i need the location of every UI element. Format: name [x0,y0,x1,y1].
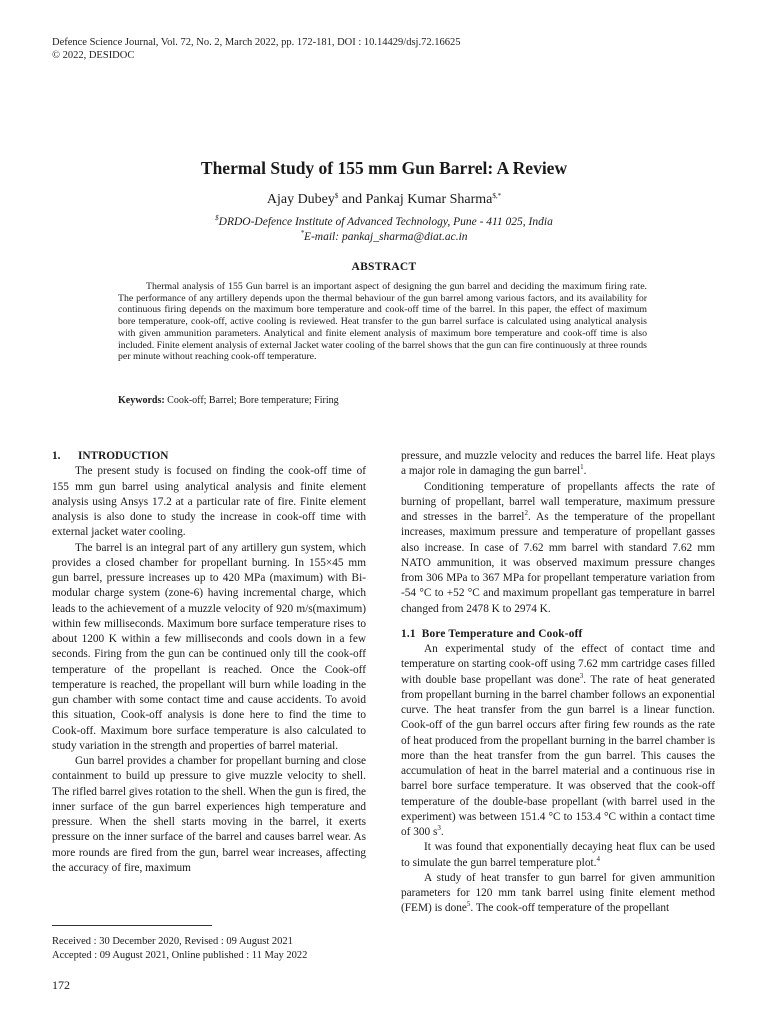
author-joiner: and [338,192,366,207]
keywords-label: Keywords: [118,395,165,406]
right-column [401,449,715,917]
author-name: Ajay Dubey [266,192,335,207]
subsection-number: 1.1 [401,627,416,640]
received-line: Received : 30 December 2020, Revised : 09 August 2021 [52,936,293,947]
paragraph-text: . The rate of heat generated from propellant burning in the barrel chamber follows an exponential curve. The heat transfer from the gun barrel is a linear function. Cook-off of the gun barrel occurs after firing few rounds as the rate of heat produced from the propellant burning in the barrel chamber is more than the heat transfer from the gun barrel. This causes the accumulation of heat in the barrel material and a continuous rise in barrel bore surface temperature. It was observed that the cook-off temperature of the double-base propellant (with barrel used in the experiment) was between 151.4 °C to 153.4 °C within a contact time of 300 s [401,673,715,838]
abstract-heading: ABSTRACT [351,261,417,273]
email-mark: * [300,229,304,237]
received-block [52,935,307,963]
citation-ref: 1 [580,463,584,472]
journal-citation: Defence Science Journal, Vol. 72, No. 2, March 2022, pp. 172-181, DOI : 10.14429/dsj.72.16625 [52,37,461,48]
paragraph-text: . The cook-off temperature of the propellant [470,902,670,915]
section-gap [401,617,715,627]
citation-ref: 2 [524,509,528,517]
page-number: 172 [52,978,70,992]
paragraph: The present study is focused on finding the cook-off time of 155 mm gun barrel using analytical analysis and finite element analysis using Ansys 17.2 at a particular rate of fire. Finite element analysis is also done to study the increase in cook-off time with external jacket water cooling. [52,465,366,539]
paragraph-text: Conditioning temperature of propellants affects the rate of burning of propellant, barrel wall temperature, maximum pressure and stresses in the barrel [401,480,715,523]
affiliation-text: DRDO-Defence Institute of Advanced Technology, Pune - 411 025, India [218,216,553,228]
paragraph-text: A study of heat transfer to gun barrel for given ammunition parameters for 120 mm tank barrel using finite element method (FEM) is done [401,871,715,915]
citation-ref: 4 [596,854,600,863]
section-number: 1. [52,450,61,462]
subsection-heading [401,627,715,642]
left-column [52,449,366,876]
paragraph [401,449,715,480]
copyright-line: © 2022, DESIDOC [52,49,135,61]
paragraph: Gun barrel provides a chamber for propellant burning and close containment to build up pressure to give muzzle velocity to shell. The rifled barrel gives rotation to the shell. When the gun is fired, the inner surface of the gun barrel experiences high temperature and pressure. When the shell starts moving in the barrel, it exerts pressure on the inner surface of the barrel and causes barrel wear. As more rounds are fired from the gun, barrel wear increases, affecting the accuracy of fire, maximum [52,755,366,874]
paragraph-text: An experimental study of the effect of contact time and temperature on starting cook-off using 7.62 mm cartridge cases filled with double base propellant was done [401,643,715,686]
paragraph-text: . As the temperature of the propellant increases, maximum pressure and temperature of propellant gasses also increase. In case of 7.62 mm barrel with standard 7.62 mm NATO ammunition, it was observed maximum pressure changes from 306 MPa to 367 MPa for propellant temperature variation from -54 °C to +52 °C and maximum propellant gas temperature in barrel changed from 2478 K to 2974 K. [401,511,715,615]
email-text: E-mail: pankaj_sharma@diat.ac.in [303,231,468,243]
paragraph-text: . [583,465,587,478]
paragraph [401,480,715,617]
accepted-line: Accepted : 09 August 2021, Online published : 11 May 2022 [52,950,308,961]
author-mark: $ [334,192,339,200]
author-name: Pankaj Kumar Sharma [365,192,493,207]
paragraph: The barrel is an integral part of any artillery gun system, which provides a closed chamber for propellant burning. In 155×45 mm gun barrel, pressure increases up to 420 MPa (maximum) with Bi-modular charge system (zone-6) having incremental charge, which leads to the achievement of a muzzle velocity of 920 m/s(maximum) within few milliseconds. Maximum bore surface temperature rises to about 1200 K within a few milliseconds and cools down in a few seconds. Firing from the gun can be continued only till the cook-off temperature of the propellant is reached. Once the Cook-off temperature is reached, the propellant will burn while loading in the gun chamber with some contact time and cause accidents. To avoid this situation, Cook-off analysis is done here to find the time to Cook-off. Maximum bore surface temperature is also calculated to study variation in the strength and properties of barrel material. [52,541,366,752]
keywords-line [118,395,339,406]
paragraph [401,840,715,871]
journal-header [52,37,460,62]
affiliation [0,215,768,230]
citation-ref: 3 [579,671,584,680]
keywords-text: Cook-off; Barrel; Bore temperature; Firing [167,395,339,406]
paragraph-text: . [440,826,444,838]
author-line [0,192,768,208]
paper-title: Thermal Study of 155 mm Gun Barrel: A Review [200,158,568,178]
footnote-rule [52,925,212,926]
paragraph-text: pressure, and muzzle velocity and reduces the barrel life. Heat plays a major role in damaging the gun barrel [401,450,715,478]
section-title: INTRODUCTION [78,450,169,462]
subsection-title: Bore Temperature and Cook-off [421,627,583,640]
abstract-text: Thermal analysis of 155 Gun barrel is an important aspect of designing the gun barrel and deciding the maximum firing rate. The performance of any artillery depends upon the thermal behaviour of the gun barrel among various factors, and its availability for continuous firing depends on the maximum bore temperature and cook-off time of the barrel. In this paper, the effect of maximum bore temperature, cook-off, active cooling is reviewed. Heat transfer to the gun barrel surface is calculated using analytical analysis with given ammunition parameters. Analytical and finite element analysis of maximum bore temperature and cook-off time is also included. Finite element analysis of external Jacket water cooling of the barrel shows that the gun can fire continuously at three rounds per minute without reaching cook-off temperature. [118,281,647,363]
citation-ref: 5 [466,900,471,909]
section-heading [52,449,366,464]
affiliation-mark: $ [215,214,219,222]
paragraph [401,871,715,917]
affiliation-block [0,215,768,245]
author-mark: $,* [492,192,502,200]
paragraph-text: It was found that exponentially decaying heat flux can be used to simulate the gun barrel temperature plot. [401,841,715,869]
email-line [0,230,768,245]
paragraph [401,642,715,840]
citation-ref: 3 [437,824,441,832]
